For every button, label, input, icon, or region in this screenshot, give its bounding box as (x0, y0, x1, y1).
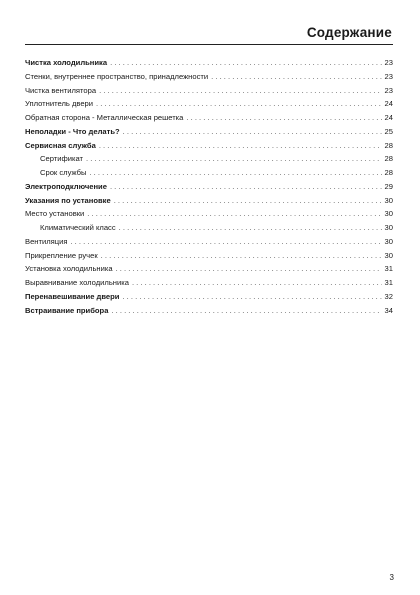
toc-entry[interactable] (25, 111, 393, 125)
toc-entry-label: Уплотнитель двери (25, 99, 94, 109)
dot-leader (114, 194, 382, 208)
toc-entry-label: Прикрепление ручек (25, 250, 98, 260)
toc-entry-label: Стенки, внутреннее пространство, принадлежности (25, 71, 209, 81)
toc-entry[interactable] (25, 290, 393, 304)
dot-leader (132, 276, 382, 290)
toc-entry-page: 23 (384, 71, 393, 81)
toc-entry[interactable] (25, 249, 393, 263)
dot-leader (122, 290, 381, 304)
toc-entry-page: 24 (384, 99, 393, 109)
toc-entry-label: Выравнивание холодильника (25, 278, 129, 287)
toc-entry[interactable] (25, 262, 393, 276)
dot-leader (101, 249, 382, 263)
toc-entry-label: Указания по установке (25, 195, 111, 205)
toc-entry-page: 23 (384, 58, 393, 67)
toc-entry-label: Перенавешивание двери (25, 291, 120, 301)
toc-entry[interactable] (25, 70, 393, 84)
toc-entry-label: Климатический класс (40, 223, 116, 232)
toc-entry-page: 34 (384, 305, 393, 315)
page-header (25, 24, 392, 42)
toc-entry-page: 25 (384, 126, 393, 136)
toc-entry-page: 29 (384, 181, 393, 191)
toc-entry[interactable] (25, 56, 393, 70)
toc-entry[interactable] (25, 194, 393, 208)
toc-entry-label: Обратная сторона - Металлическая решетка (25, 113, 184, 122)
toc-entry-label: Электроподключение (25, 181, 107, 191)
toc-entry[interactable] (25, 221, 393, 235)
toc-entry-label: Срок службы (40, 168, 87, 177)
toc-entry-page: 24 (384, 113, 393, 122)
header-divider (25, 44, 393, 45)
dot-leader (86, 152, 382, 166)
dot-leader (116, 262, 382, 276)
toc-entry[interactable] (25, 304, 393, 318)
toc-entry[interactable] (25, 207, 393, 221)
dot-leader (99, 84, 381, 98)
table-of-contents (25, 56, 393, 317)
toc-entry[interactable] (25, 235, 393, 249)
toc-entry-label: Чистка вентилятора (25, 85, 97, 95)
dot-leader (119, 221, 382, 235)
dot-leader (111, 304, 381, 318)
toc-entry-page: 23 (384, 85, 393, 95)
toc-entry[interactable] (25, 139, 393, 153)
toc-entry-label: Вентиляция (25, 236, 68, 246)
dot-leader (89, 166, 381, 180)
dot-leader (110, 180, 382, 194)
toc-entry-page: 28 (384, 168, 393, 177)
toc-entry[interactable] (25, 276, 393, 290)
toc-entry-label: Место установки (25, 209, 85, 219)
toc-entry-label: Чистка холодильника (25, 58, 108, 67)
toc-entry-page: 30 (384, 209, 393, 219)
toc-entry-page: 30 (384, 195, 393, 205)
dot-leader (96, 97, 382, 111)
toc-entry-page: 31 (384, 264, 393, 274)
toc-entry-page: 30 (384, 236, 393, 246)
dot-leader (186, 111, 381, 125)
toc-entry[interactable] (25, 84, 393, 98)
toc-entry-label: Сервисная служба (25, 140, 96, 150)
toc-entry[interactable] (25, 125, 393, 139)
dot-leader (211, 70, 381, 84)
toc-entry-page: 30 (384, 223, 393, 232)
toc-entry[interactable] (25, 166, 393, 180)
page-number: 3 (389, 573, 394, 582)
toc-entry[interactable] (25, 180, 393, 194)
dot-leader (110, 56, 381, 70)
dot-leader (123, 125, 382, 139)
toc-entry-label: Встраивание прибора (25, 305, 109, 315)
toc-entry-page: 31 (384, 278, 393, 287)
toc-entry[interactable] (25, 152, 393, 166)
toc-entry-page: 28 (384, 154, 393, 164)
dot-leader (87, 207, 381, 221)
toc-entry-page: 30 (384, 250, 393, 260)
toc-entry-label: Установка холодильника (25, 264, 113, 274)
toc-entry-label: Неполадки - Что делать? (25, 126, 120, 136)
dot-leader (70, 235, 381, 249)
toc-entry-page: 28 (384, 140, 393, 150)
dot-leader (99, 139, 382, 153)
toc-entry-page: 32 (384, 291, 393, 301)
toc-entry-label: Сертификат (40, 154, 83, 164)
page-title: Содержание (306, 25, 392, 40)
toc-entry[interactable] (25, 97, 393, 111)
